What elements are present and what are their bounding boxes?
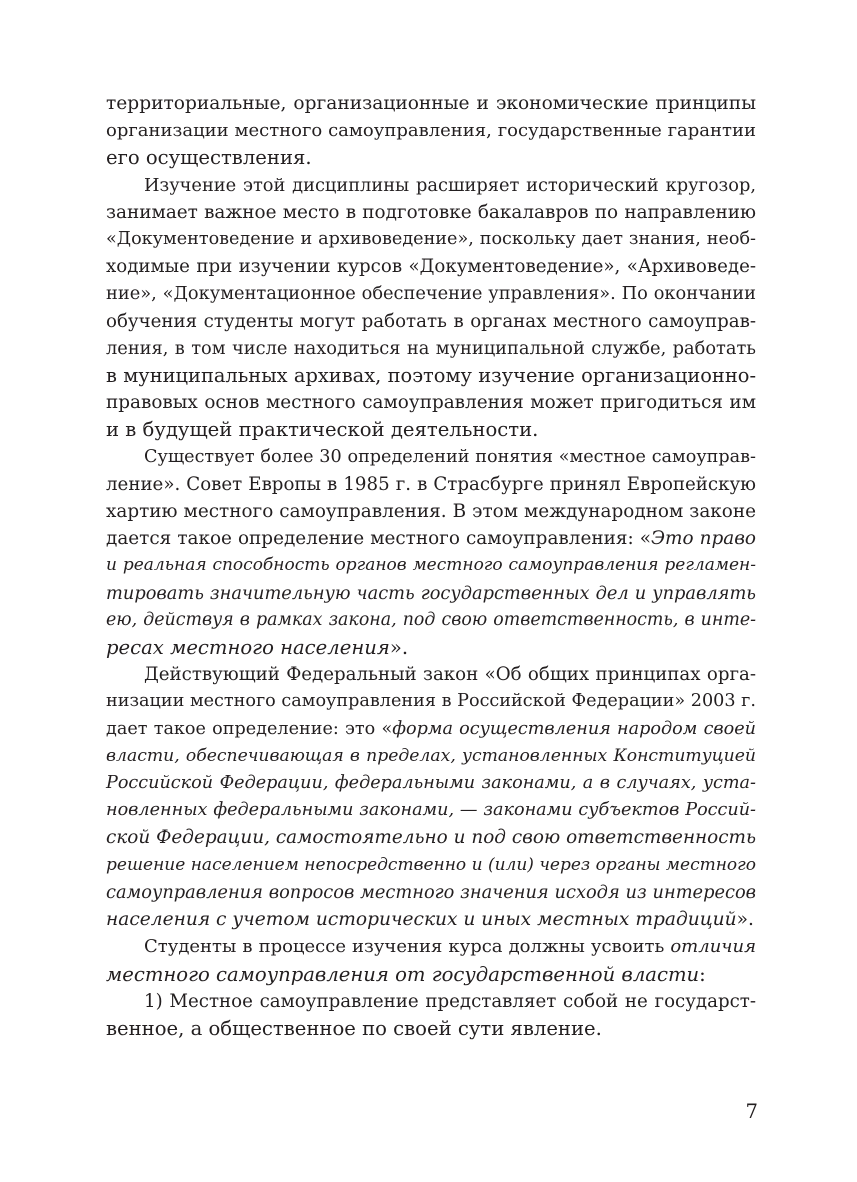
paragraph — [106, 172, 756, 444]
italic-text: ской Федерации, самостоятельно и под свою ответственность — [106, 827, 756, 849]
text-line — [106, 634, 756, 661]
text-line — [106, 172, 756, 199]
text-line — [106, 743, 756, 770]
text-line — [106, 199, 756, 226]
paragraph — [106, 988, 756, 1042]
text-run: Существует более 30 определений понятия «местное самоуправ- — [144, 446, 756, 467]
text-line — [106, 335, 756, 362]
text-line — [106, 797, 756, 824]
text-line — [106, 824, 756, 851]
text-line — [106, 852, 756, 879]
text-run: 1) Местное самоуправление представляет собой не государст- — [144, 990, 756, 1012]
italic-text: тировать значительную часть государственных дел и управлять — [106, 582, 756, 604]
text-line — [106, 308, 756, 335]
text-run: и в будущей практической деятельности. — [106, 418, 539, 442]
italic-text: отличия — [670, 936, 756, 958]
text-line — [106, 580, 756, 607]
text-line — [106, 661, 756, 688]
text-line — [106, 389, 756, 416]
text-run: ». — [736, 909, 754, 931]
text-line — [106, 226, 756, 253]
text-line — [106, 607, 756, 634]
text-line — [106, 716, 756, 743]
text-run: его осуществления. — [106, 146, 312, 170]
italic-text: решение населением непосредственно и (или) через органы местного — [106, 854, 756, 875]
text-run: : — [699, 962, 706, 986]
italic-text: новленных федеральными законами, — законами субъектов Россий- — [106, 800, 756, 821]
text-line — [106, 444, 756, 471]
text-run: правовых основ местного самоуправления может пригодиться им — [106, 392, 756, 414]
text-run: Изучение этой дисциплины расширяет исторический кругозор, — [144, 174, 756, 196]
text-run: в муниципальных архивах, поэтому изучение организационно- — [106, 364, 756, 388]
italic-text: форма осуществления народом своей — [392, 718, 756, 739]
text-line — [106, 988, 756, 1015]
paragraph — [106, 444, 756, 662]
text-run: дает такое определение: это « — [106, 718, 393, 739]
text-run: «Документоведение и архивоведение», поскольку дает знания, необ- — [106, 229, 756, 250]
text-run: ление». Совет Европы в 1985 г. в Страсбурге принял Европейскую — [106, 473, 756, 495]
text-line — [106, 117, 756, 144]
text-line — [106, 498, 756, 525]
paragraph — [106, 933, 756, 987]
text-line — [106, 933, 756, 960]
text-run: Действующий Федеральный закон «Об общих принципах орга- — [144, 664, 756, 686]
paragraph — [106, 661, 756, 933]
italic-text: населения с учетом исторических и иных местных традиций — [106, 909, 737, 931]
text-run: обучения студенты могут работать в органах местного самоуправ- — [106, 310, 756, 332]
italic-text: ресах местного населения — [106, 636, 390, 660]
text-line — [106, 471, 756, 498]
text-line — [106, 906, 756, 933]
text-run: ние», «Документационное обеспечение управления». По окончании — [106, 283, 756, 305]
text-line — [106, 770, 756, 797]
italic-text: и реальная способность органов местного самоуправления регламен- — [106, 555, 756, 576]
italic-text: власти, обеспечивающая в пределах, установленных Конституцией — [106, 745, 756, 766]
italic-text: самоуправления вопросов местного значения исходя из интересов — [106, 881, 756, 903]
text-line — [106, 1015, 756, 1042]
text-run: ». — [389, 636, 409, 660]
text-line — [106, 879, 756, 906]
text-line — [106, 961, 756, 988]
text-run: ления, в том числе находиться на муниципальной службе, работать — [106, 337, 756, 359]
text-line — [106, 525, 756, 552]
text-run: низации местного самоуправления в Российской Федерации» 2003 г. — [106, 691, 756, 712]
italic-text: Это право — [650, 528, 756, 550]
text-line — [106, 280, 756, 307]
text-run: организации местного самоуправления, государственные гарантии — [106, 120, 756, 142]
text-line — [106, 362, 756, 389]
text-run: Студенты в процессе изучения курса должны усвоить — [144, 936, 671, 958]
text-run: ходимые при изучении курсов «Документоведение», «Архивоведе- — [106, 256, 756, 278]
text-line — [106, 688, 756, 715]
italic-text: местного самоуправления от государственной власти — [106, 962, 700, 986]
text-line — [106, 144, 756, 171]
text-line — [106, 253, 756, 280]
text-run: занимает важное место в подготовке бакалавров по направлению — [106, 201, 756, 223]
text-run: венное, а общественное по своей сути явление. — [106, 1016, 602, 1040]
text-run: хартию местного самоуправления. В этом международном законе — [106, 501, 756, 523]
text-line — [106, 90, 756, 117]
italic-text: ею, действуя в рамках закона, под свою ответственность, в инте- — [106, 609, 756, 630]
text-run: территориальные, организационные и экономические принципы — [106, 93, 756, 114]
italic-text: Российской Федерации, федеральными законами, а в случаях, уста- — [106, 773, 756, 794]
page-body — [106, 90, 756, 1042]
text-line — [106, 552, 756, 579]
paragraph — [106, 90, 756, 172]
text-run: дается такое определение местного самоуправления: « — [106, 528, 651, 550]
page-number: 7 — [745, 1100, 758, 1123]
text-line — [106, 416, 756, 443]
